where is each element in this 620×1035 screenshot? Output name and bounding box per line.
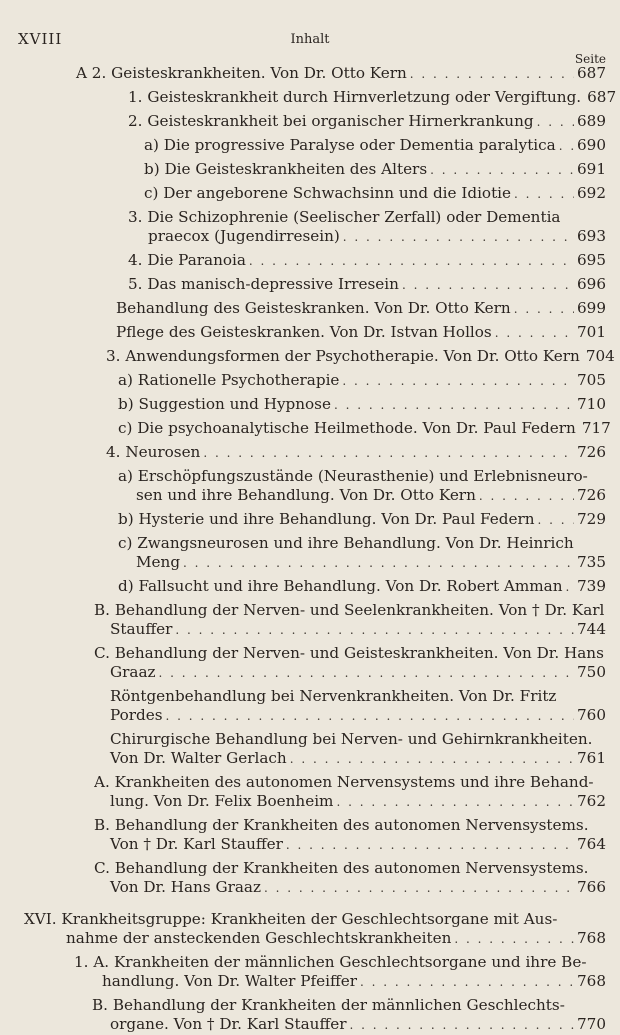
toc-entry <box>0 601 606 640</box>
toc-entry <box>0 88 617 108</box>
toc-entry <box>0 996 606 1035</box>
toc-page-number: 687 <box>577 64 606 82</box>
dot-leader <box>342 372 574 391</box>
dot-leader <box>166 707 574 726</box>
toc-entry-text: b) Die Geisteskrankheiten des Alters <box>144 160 428 178</box>
toc-entry-text: A. Krankheiten des autonomen Nervensystems und ihre Behand- <box>94 773 594 791</box>
toc-entry <box>0 467 606 506</box>
toc-entry <box>0 112 606 132</box>
toc-entry-text: 4. Neurosen <box>106 443 201 461</box>
toc-page-number: 689 <box>577 112 606 130</box>
toc-entry <box>0 953 606 992</box>
toc-entry-text: Von † Dr. Karl Stauffer <box>110 835 283 853</box>
dot-leader <box>495 324 574 343</box>
toc-entry-text: lung. Von Dr. Felix Boenheim <box>110 792 334 810</box>
toc-page-number: 696 <box>577 275 606 293</box>
toc-entry-text: Behandlung des Geisteskranken. Von Dr. Otto Kern <box>116 299 511 317</box>
toc-page-number: 695 <box>577 251 606 269</box>
toc-page-number: 726 <box>577 443 606 461</box>
toc-entry-text: B. Behandlung der Krankheiten der männlichen Geschlechts- <box>92 996 565 1014</box>
toc-page-number: 762 <box>577 792 606 810</box>
running-title: Inhalt <box>290 32 330 47</box>
toc-entry-text: 1. A. Krankheiten der männlichen Geschlechtsorgane und ihre Be- <box>74 953 587 971</box>
toc-entry-text: 1. Geisteskrankheit durch Hirnverletzung oder Vergiftung. <box>128 88 582 106</box>
dot-leader <box>336 793 574 812</box>
dot-leader <box>159 664 574 683</box>
toc-entry-text: c) Die psychoanalytische Heilmethode. Von Dr. Paul Federn <box>118 419 576 437</box>
toc-page-number: 766 <box>577 878 606 896</box>
toc-entry <box>0 534 606 573</box>
roman-page-number: XVIII <box>18 30 63 48</box>
toc-entry-text: Von Dr. Walter Gerlach <box>110 749 287 767</box>
toc-page-number: 726 <box>577 486 606 504</box>
toc-page-number: 691 <box>577 160 606 178</box>
dot-leader <box>286 836 574 855</box>
toc-page-number: 687 <box>587 88 617 106</box>
toc-page-number: 760 <box>577 706 606 724</box>
toc-entry-text: C. Behandlung der Krankheiten des autonomen Nervensystems. <box>94 859 589 877</box>
toc-entry-text: c) Der angeborene Schwachsinn und die Idiotie <box>144 184 512 202</box>
toc-entry <box>0 730 606 769</box>
toc-entry <box>0 347 615 367</box>
toc-entry-text: Von Dr. Hans Graaz <box>110 878 261 896</box>
toc-entry <box>0 299 606 319</box>
dot-leader <box>334 396 574 415</box>
toc-entry-text: b) Hysterie und ihre Behandlung. Von Dr. Paul Federn <box>118 510 535 528</box>
toc-entry <box>0 816 606 855</box>
toc-entry-text: handlung. Von Dr. Walter Pfeiffer <box>102 972 357 990</box>
toc-entry-text: 3. Anwendungsformen der Psychotherapie. Von Dr. Otto Kern <box>106 347 580 365</box>
dot-leader <box>537 511 574 530</box>
dot-leader <box>350 1016 574 1035</box>
toc-entry <box>0 510 606 530</box>
dot-leader <box>514 300 574 319</box>
dot-leader <box>410 65 574 84</box>
toc-page-number: 744 <box>577 620 606 638</box>
toc-entry-text: a) Rationelle Psychotherapie <box>118 371 340 389</box>
table-of-contents <box>0 64 620 1035</box>
toc-entry-text: c) Zwangsneurosen und ihre Behandlung. Von Dr. Heinrich <box>118 534 574 552</box>
dot-leader <box>203 444 574 463</box>
toc-page-number: 739 <box>577 577 606 595</box>
toc-entry <box>0 443 606 463</box>
dot-leader <box>537 113 574 132</box>
toc-entry <box>0 160 606 180</box>
dot-leader <box>559 137 574 156</box>
toc-entry <box>0 275 606 295</box>
toc-page-number: 768 <box>577 972 606 990</box>
toc-entry-text: XVI. Krankheitsgruppe: Krankheiten der Geschlechtsorgane mit Aus- <box>24 910 558 928</box>
toc-entry-text: B. Behandlung der Nerven- und Seelenkrankheiten. Von † Dr. Karl <box>94 601 605 619</box>
toc-page-number: 710 <box>577 395 606 413</box>
toc-entry-text: a) Die progressive Paralyse oder Dementia paralytica <box>144 136 556 154</box>
toc-entry <box>0 208 606 247</box>
toc-entry-text: B. Behandlung der Krankheiten des autonomen Nervensystems. <box>94 816 589 834</box>
toc-page-number: 704 <box>585 347 615 365</box>
toc-entry <box>0 323 606 343</box>
toc-page-number: 764 <box>577 835 606 853</box>
toc-entry-text: b) Suggestion und Hypnose <box>118 395 331 413</box>
toc-entry <box>0 577 606 597</box>
toc-entry-text: Pordes <box>110 706 163 724</box>
toc-page-number: 750 <box>577 663 606 681</box>
dot-leader <box>566 578 575 597</box>
toc-entry-text: praecox (Jugendirresein) <box>148 227 340 245</box>
toc-entry-text: Pflege des Geisteskranken. Von Dr. Istvan Hollos <box>116 323 492 341</box>
dot-leader <box>249 252 574 271</box>
dot-leader <box>360 973 574 992</box>
dot-leader <box>454 930 574 949</box>
page-column-label: Seite <box>574 52 606 66</box>
dot-leader <box>430 161 574 180</box>
toc-page-number: 729 <box>577 510 606 528</box>
toc-entry-text: 3. Die Schizophrenie (Seelischer Zerfall) oder Dementia <box>128 208 561 226</box>
dot-leader <box>183 554 574 573</box>
toc-entry-text: nahme der ansteckenden Geschlechtskrankheiten <box>66 929 452 947</box>
toc-entry <box>0 644 606 683</box>
dot-leader <box>343 228 574 247</box>
toc-page-number: 717 <box>581 419 611 437</box>
toc-entry <box>0 395 606 415</box>
toc-entry <box>0 419 611 439</box>
dot-leader <box>479 487 574 506</box>
toc-entry <box>0 136 606 156</box>
toc-entry <box>0 64 606 84</box>
toc-page-number: 693 <box>577 227 606 245</box>
dot-leader <box>514 185 574 204</box>
toc-page-number: 699 <box>577 299 606 317</box>
toc-page-number: 768 <box>577 929 606 947</box>
toc-entry <box>0 859 606 898</box>
toc-entry-text: Graaz <box>110 663 156 681</box>
toc-page-number: 692 <box>577 184 606 202</box>
toc-entry-text: sen und ihre Behandlung. Von Dr. Otto Kern <box>136 486 476 504</box>
toc-page-number: 770 <box>577 1015 606 1033</box>
toc-page-number: 761 <box>577 749 606 767</box>
toc-page-number: 690 <box>577 136 606 154</box>
dot-leader <box>175 621 574 640</box>
toc-entry <box>0 687 606 726</box>
toc-entry-text: C. Behandlung der Nerven- und Geisteskrankheiten. Von Dr. Hans <box>94 644 604 662</box>
toc-entry-text: Stauffer <box>110 620 173 638</box>
dot-leader <box>290 750 574 769</box>
toc-entry <box>0 371 606 391</box>
toc-entry-text: Röntgenbehandlung bei Nervenkrankheiten. Von Dr. Fritz <box>110 687 557 705</box>
toc-page-number: 701 <box>577 323 606 341</box>
toc-entry-text: 2. Geisteskrankheit bei organischer Hirnerkrankung <box>128 112 534 130</box>
toc-entry <box>0 184 606 204</box>
toc-page-number: 705 <box>577 371 606 389</box>
dot-leader <box>402 276 574 295</box>
toc-entry <box>0 773 606 812</box>
toc-entry <box>0 910 606 949</box>
dot-leader <box>264 879 574 898</box>
toc-entry-text: 4. Die Paranoia <box>128 251 246 269</box>
toc-entry-text: a) Erschöpfungszustände (Neurasthenie) und Erlebnisneuro- <box>118 467 588 485</box>
toc-entry-text: Meng <box>136 553 181 571</box>
toc-entry-text: d) Fallsucht und ihre Behandlung. Von Dr. Robert Amman <box>118 577 563 595</box>
toc-page-number: 735 <box>577 553 606 571</box>
toc-entry-text: organe. Von † Dr. Karl Stauffer <box>110 1015 347 1033</box>
toc-entry-text: Chirurgische Behandlung bei Nerven- und Gehirnkrankheiten. <box>110 730 593 748</box>
toc-entry-text: 5. Das manisch-depressive Irresein <box>128 275 399 293</box>
toc-entry <box>0 251 606 271</box>
toc-entry-text: A 2. Geisteskrankheiten. Von Dr. Otto Kern <box>76 64 407 82</box>
